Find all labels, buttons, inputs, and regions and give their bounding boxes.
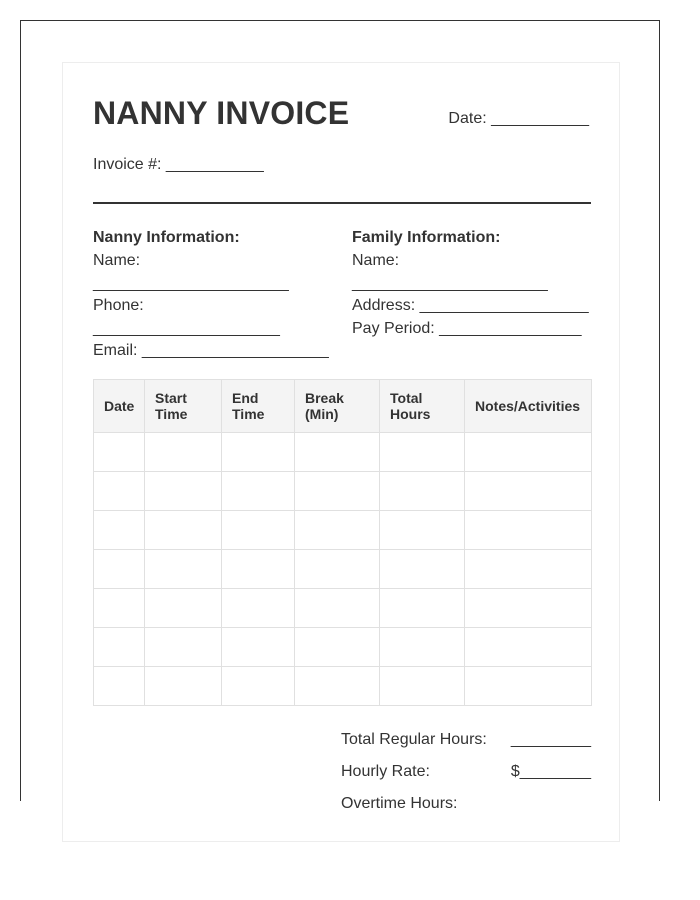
table-row (94, 550, 592, 589)
family-address-field: Address: ___________________ (352, 297, 589, 314)
table-cell[interactable] (94, 511, 145, 550)
header-divider (93, 202, 591, 204)
table-cell[interactable] (94, 589, 145, 628)
column-header-notes (465, 380, 592, 433)
table-cell[interactable] (145, 628, 222, 667)
nanny-information-section (93, 226, 343, 362)
table-cell[interactable] (380, 589, 465, 628)
column-header-text: Start (155, 390, 187, 406)
column-header-total-hours (380, 380, 465, 433)
invoice-sheet (62, 62, 620, 842)
table-cell[interactable] (145, 667, 222, 706)
total-regular-hours-label: Total Regular Hours: (341, 731, 487, 748)
hourly-rate-row (341, 763, 591, 795)
column-header-text: Break (305, 390, 344, 406)
table-cell[interactable] (465, 433, 592, 472)
table-row (94, 589, 592, 628)
table-header-row (94, 380, 592, 433)
table-row (94, 628, 592, 667)
nanny-phone-label: Phone: (93, 297, 144, 314)
table-cell[interactable] (145, 511, 222, 550)
table-row (94, 433, 592, 472)
column-header-start-time (145, 380, 222, 433)
column-header-text: Total (390, 390, 423, 406)
column-header-text: End (232, 390, 259, 406)
column-header-text: Time (155, 406, 188, 422)
table-cell[interactable] (465, 667, 592, 706)
hours-log-table (93, 379, 592, 706)
nanny-email-field: Email: _____________________ (93, 342, 329, 359)
table-cell[interactable] (295, 667, 380, 706)
table-cell[interactable] (380, 628, 465, 667)
nanny-name-line: ______________________ (93, 275, 289, 292)
table-cell[interactable] (295, 472, 380, 511)
family-pay-period-field: Pay Period: ________________ (352, 320, 582, 337)
table-cell[interactable] (380, 433, 465, 472)
table-cell[interactable] (222, 433, 295, 472)
table-cell[interactable] (145, 472, 222, 511)
nanny-name-label: Name: (93, 252, 141, 269)
table-cell[interactable] (94, 433, 145, 472)
table-row (94, 511, 592, 550)
table-cell[interactable] (295, 628, 380, 667)
table-cell[interactable] (94, 628, 145, 667)
hourly-rate-value: $________ (510, 763, 591, 780)
table-cell[interactable] (94, 550, 145, 589)
overtime-hours-label: Overtime Hours: (341, 795, 458, 812)
invoice-number-field: Invoice #: ___________ (93, 156, 264, 173)
table-cell[interactable] (295, 511, 380, 550)
table-cell[interactable] (94, 667, 145, 706)
column-header-text: (Min) (305, 406, 339, 422)
family-name-label: Name: (352, 252, 400, 269)
column-header-text: Date (104, 398, 135, 414)
table-cell[interactable] (94, 472, 145, 511)
family-name-line: ______________________ (352, 275, 548, 292)
family-information-heading: Family Information: (352, 229, 501, 246)
table-cell[interactable] (295, 589, 380, 628)
table-cell[interactable] (222, 550, 295, 589)
table-row (94, 472, 592, 511)
table-cell[interactable] (222, 511, 295, 550)
table-cell[interactable] (380, 667, 465, 706)
table-cell[interactable] (465, 472, 592, 511)
total-regular-hours-value: _________ (510, 731, 591, 748)
table-cell[interactable] (295, 550, 380, 589)
table-cell[interactable] (222, 667, 295, 706)
column-header-end-time (222, 380, 295, 433)
table-cell[interactable] (145, 589, 222, 628)
document-frame (20, 20, 660, 812)
table-cell[interactable] (465, 550, 592, 589)
column-header-text: Hours (390, 406, 431, 422)
table-cell[interactable] (145, 550, 222, 589)
column-header-text: Time (232, 406, 265, 422)
totals-section (341, 731, 591, 827)
table-cell[interactable] (222, 472, 295, 511)
column-header-text: Notes/Activities (475, 398, 581, 414)
table-cell[interactable] (145, 433, 222, 472)
table-cell[interactable] (465, 511, 592, 550)
table-cell[interactable] (222, 589, 295, 628)
family-information-section (352, 226, 592, 340)
table-row (94, 667, 592, 706)
column-header-date (94, 380, 145, 433)
nanny-information-heading: Nanny Information: (93, 229, 240, 246)
column-header-break (295, 380, 380, 433)
table-cell[interactable] (295, 433, 380, 472)
table-cell[interactable] (465, 589, 592, 628)
table-cell[interactable] (222, 628, 295, 667)
invoice-title: NANNY INVOICE (93, 95, 350, 131)
overtime-hours-row (341, 795, 591, 827)
table-cell[interactable] (380, 550, 465, 589)
hourly-rate-label: Hourly Rate: (341, 763, 430, 780)
table-cell[interactable] (380, 511, 465, 550)
date-field: Date: ___________ (448, 110, 589, 127)
table-cell[interactable] (380, 472, 465, 511)
total-regular-hours-row (341, 731, 591, 763)
nanny-phone-line: _____________________ (93, 320, 280, 337)
table-cell[interactable] (465, 628, 592, 667)
